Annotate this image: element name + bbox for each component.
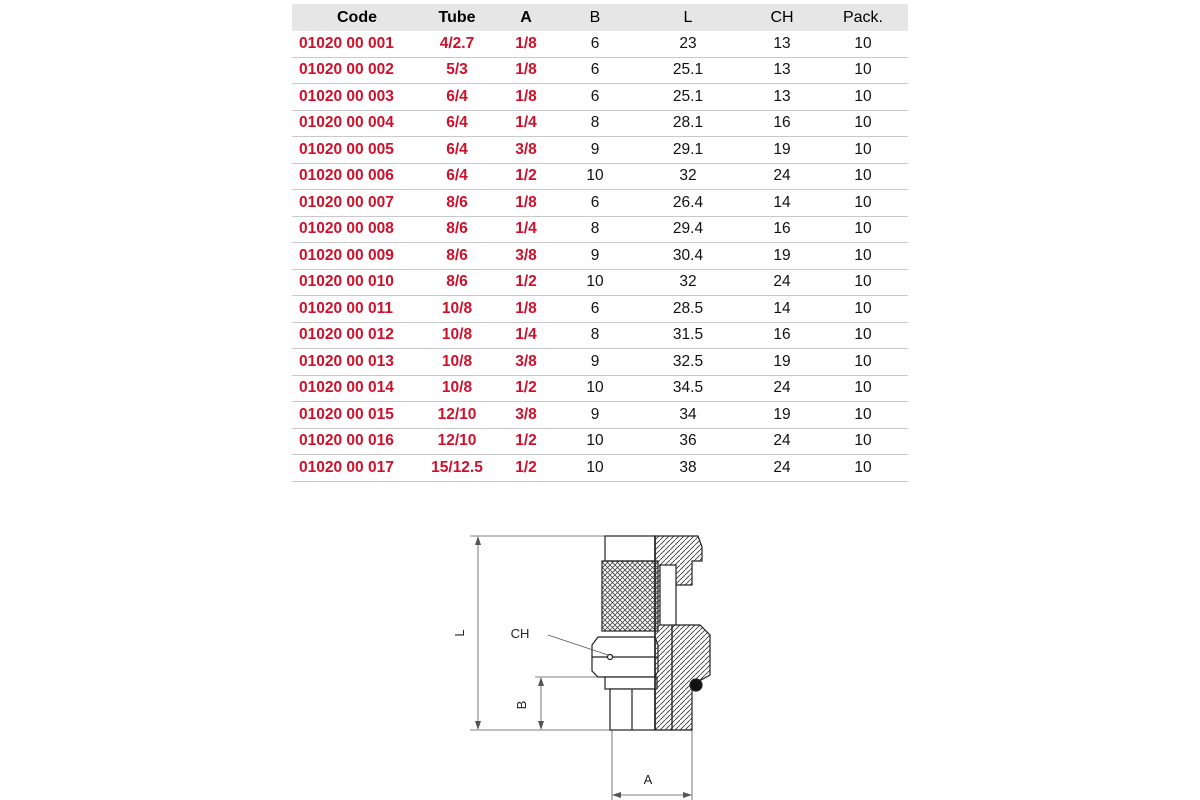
table-row xyxy=(292,322,908,349)
cell-pack: 10 xyxy=(818,296,908,323)
cell-l: 25.1 xyxy=(630,57,746,84)
cell-tube: 15/12.5 xyxy=(422,455,492,482)
column-header-code: Code xyxy=(292,4,422,31)
cell-code: 01020 00 010 xyxy=(292,269,422,296)
cell-tube: 8/6 xyxy=(422,216,492,243)
cell-pack: 10 xyxy=(818,163,908,190)
cell-ch: 13 xyxy=(746,84,818,111)
cell-pack: 10 xyxy=(818,322,908,349)
table-header xyxy=(292,4,908,31)
cell-ch: 24 xyxy=(746,375,818,402)
cell-tube: 10/8 xyxy=(422,322,492,349)
cell-tube: 8/6 xyxy=(422,269,492,296)
cell-ch: 16 xyxy=(746,216,818,243)
cell-pack: 10 xyxy=(818,428,908,455)
table-row xyxy=(292,455,908,482)
dimension-label-a: A xyxy=(643,772,653,787)
cell-pack: 10 xyxy=(818,57,908,84)
cell-pack: 10 xyxy=(818,216,908,243)
cell-ch: 16 xyxy=(746,110,818,137)
table-row xyxy=(292,31,908,57)
cell-b: 10 xyxy=(560,163,630,190)
cell-code: 01020 00 001 xyxy=(292,31,422,57)
table-row xyxy=(292,402,908,429)
cell-a: 1/8 xyxy=(492,31,560,57)
cell-a: 1/8 xyxy=(492,190,560,217)
table-row xyxy=(292,216,908,243)
cell-pack: 10 xyxy=(818,31,908,57)
cell-pack: 10 xyxy=(818,455,908,482)
column-header-b: B xyxy=(560,4,630,31)
cell-code: 01020 00 007 xyxy=(292,190,422,217)
cell-l: 23 xyxy=(630,31,746,57)
cell-l: 32 xyxy=(630,269,746,296)
cell-code: 01020 00 006 xyxy=(292,163,422,190)
cell-code: 01020 00 003 xyxy=(292,84,422,111)
table-row xyxy=(292,57,908,84)
cell-tube: 6/4 xyxy=(422,110,492,137)
cell-b: 8 xyxy=(560,216,630,243)
cell-tube: 10/8 xyxy=(422,296,492,323)
cell-tube: 10/8 xyxy=(422,349,492,376)
cell-a: 1/2 xyxy=(492,375,560,402)
cell-a: 3/8 xyxy=(492,137,560,164)
column-header-tube: Tube xyxy=(422,4,492,31)
table-row xyxy=(292,269,908,296)
cell-code: 01020 00 016 xyxy=(292,428,422,455)
cell-l: 34.5 xyxy=(630,375,746,402)
cell-b: 6 xyxy=(560,84,630,111)
cell-tube: 12/10 xyxy=(422,428,492,455)
cell-code: 01020 00 002 xyxy=(292,57,422,84)
table-row xyxy=(292,190,908,217)
table-row xyxy=(292,349,908,376)
cell-tube: 8/6 xyxy=(422,190,492,217)
cell-b: 9 xyxy=(560,243,630,270)
table-row xyxy=(292,428,908,455)
cell-pack: 10 xyxy=(818,84,908,111)
column-header-l: L xyxy=(630,4,746,31)
fitting-drawing xyxy=(440,525,740,800)
table-row xyxy=(292,110,908,137)
cell-code: 01020 00 013 xyxy=(292,349,422,376)
cell-code: 01020 00 005 xyxy=(292,137,422,164)
cell-code: 01020 00 011 xyxy=(292,296,422,323)
cell-a: 1/2 xyxy=(492,455,560,482)
cell-code: 01020 00 014 xyxy=(292,375,422,402)
cell-b: 9 xyxy=(560,137,630,164)
cell-b: 6 xyxy=(560,57,630,84)
cell-a: 1/8 xyxy=(492,57,560,84)
table-row xyxy=(292,84,908,111)
cell-a: 1/2 xyxy=(492,428,560,455)
cell-l: 30.4 xyxy=(630,243,746,270)
cell-a: 1/2 xyxy=(492,269,560,296)
cell-b: 10 xyxy=(560,269,630,296)
cell-l: 29.4 xyxy=(630,216,746,243)
cell-a: 1/4 xyxy=(492,216,560,243)
cell-ch: 19 xyxy=(746,349,818,376)
cell-code: 01020 00 012 xyxy=(292,322,422,349)
table-row xyxy=(292,243,908,270)
cell-b: 10 xyxy=(560,375,630,402)
column-header-pack: Pack. xyxy=(818,4,908,31)
cell-l: 28.1 xyxy=(630,110,746,137)
fitting-body xyxy=(592,536,710,730)
column-header-a: A xyxy=(492,4,560,31)
table-body xyxy=(292,31,908,481)
cell-tube: 6/4 xyxy=(422,84,492,111)
table-row xyxy=(292,137,908,164)
cell-ch: 24 xyxy=(746,163,818,190)
cell-code: 01020 00 008 xyxy=(292,216,422,243)
cell-a: 1/8 xyxy=(492,84,560,111)
column-header-ch: CH xyxy=(746,4,818,31)
cell-pack: 10 xyxy=(818,269,908,296)
cell-code: 01020 00 004 xyxy=(292,110,422,137)
cell-tube: 6/4 xyxy=(422,163,492,190)
cell-a: 1/2 xyxy=(492,163,560,190)
cell-b: 6 xyxy=(560,31,630,57)
cell-ch: 24 xyxy=(746,269,818,296)
table-row xyxy=(292,375,908,402)
cell-ch: 14 xyxy=(746,190,818,217)
dimension-label-l: L xyxy=(452,629,467,637)
cell-l: 32.5 xyxy=(630,349,746,376)
cell-pack: 10 xyxy=(818,349,908,376)
cell-pack: 10 xyxy=(818,243,908,270)
cell-ch: 19 xyxy=(746,243,818,270)
cell-b: 10 xyxy=(560,428,630,455)
cell-l: 36 xyxy=(630,428,746,455)
cell-l: 29.1 xyxy=(630,137,746,164)
cell-b: 6 xyxy=(560,296,630,323)
cell-l: 31.5 xyxy=(630,322,746,349)
cell-ch: 13 xyxy=(746,31,818,57)
header-row xyxy=(292,4,908,31)
cell-ch: 19 xyxy=(746,137,818,164)
cell-b: 9 xyxy=(560,402,630,429)
cell-l: 26.4 xyxy=(630,190,746,217)
cell-pack: 10 xyxy=(818,110,908,137)
cell-tube: 6/4 xyxy=(422,137,492,164)
cell-b: 8 xyxy=(560,110,630,137)
cell-a: 1/4 xyxy=(492,110,560,137)
dimension-label-ch: CH xyxy=(510,626,530,641)
cell-b: 8 xyxy=(560,322,630,349)
cell-a: 3/8 xyxy=(492,243,560,270)
cell-a: 1/8 xyxy=(492,296,560,323)
cell-code: 01020 00 017 xyxy=(292,455,422,482)
cell-code: 01020 00 009 xyxy=(292,243,422,270)
cell-pack: 10 xyxy=(818,137,908,164)
cell-pack: 10 xyxy=(818,402,908,429)
spec-table xyxy=(292,4,908,482)
cell-ch: 16 xyxy=(746,322,818,349)
cell-ch: 14 xyxy=(746,296,818,323)
cell-ch: 13 xyxy=(746,57,818,84)
cell-l: 25.1 xyxy=(630,84,746,111)
cell-tube: 8/6 xyxy=(422,243,492,270)
cell-ch: 24 xyxy=(746,455,818,482)
cell-l: 32 xyxy=(630,163,746,190)
table-row xyxy=(292,296,908,323)
cell-ch: 19 xyxy=(746,402,818,429)
cell-code: 01020 00 015 xyxy=(292,402,422,429)
cell-tube: 12/10 xyxy=(422,402,492,429)
cell-l: 38 xyxy=(630,455,746,482)
dimension-label-b: B xyxy=(514,700,529,710)
cell-pack: 10 xyxy=(818,375,908,402)
cell-b: 9 xyxy=(560,349,630,376)
cell-tube: 10/8 xyxy=(422,375,492,402)
cell-b: 10 xyxy=(560,455,630,482)
cell-a: 3/8 xyxy=(492,402,560,429)
cell-ch: 24 xyxy=(746,428,818,455)
cell-l: 34 xyxy=(630,402,746,429)
cell-a: 1/4 xyxy=(492,322,560,349)
cell-a: 3/8 xyxy=(492,349,560,376)
cell-l: 28.5 xyxy=(630,296,746,323)
cell-tube: 5/3 xyxy=(422,57,492,84)
cell-pack: 10 xyxy=(818,190,908,217)
table-row xyxy=(292,163,908,190)
cell-tube: 4/2.7 xyxy=(422,31,492,57)
cell-b: 6 xyxy=(560,190,630,217)
